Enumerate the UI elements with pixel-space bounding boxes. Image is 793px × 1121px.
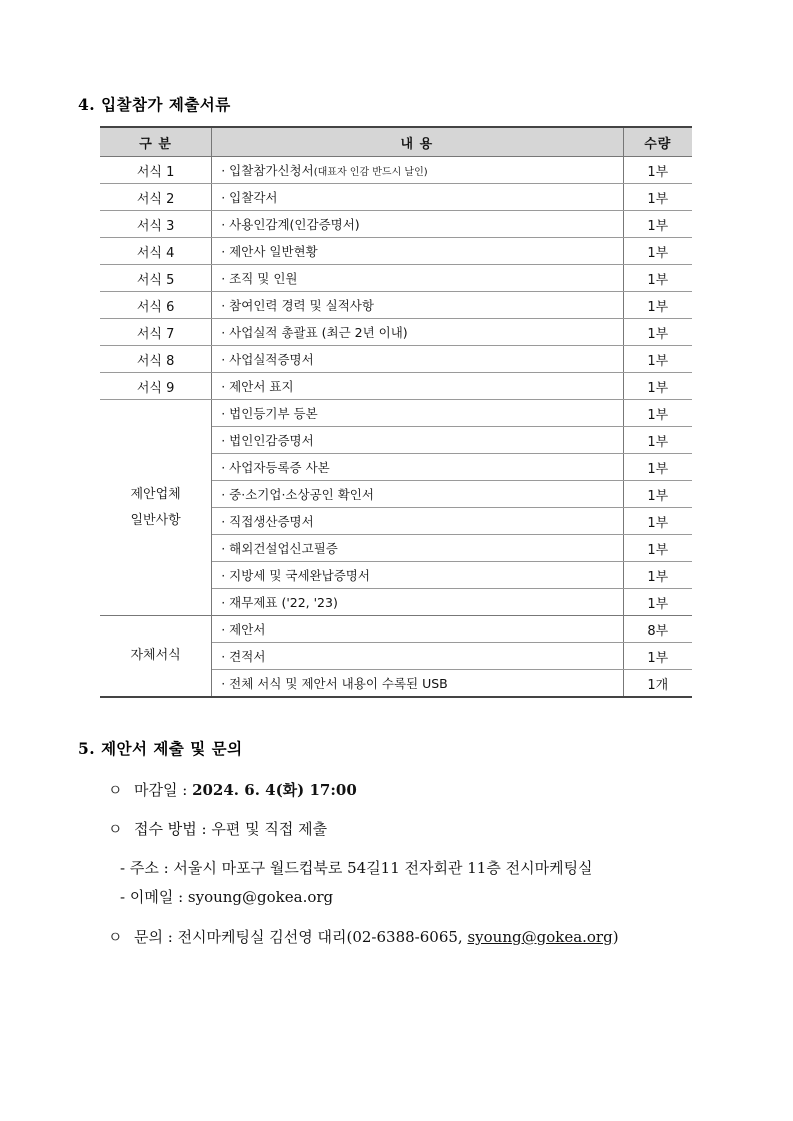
row-quantity: 1부	[623, 346, 692, 373]
row-item: · 중·소기업·소상공인 확인서	[212, 481, 623, 508]
table-row	[100, 400, 692, 427]
bullet-mark: ㅇ	[108, 781, 123, 799]
table-row	[100, 184, 692, 211]
row-quantity: 1부	[623, 535, 692, 562]
email-line: - 이메일 : syoung@gokea.org	[120, 888, 334, 906]
table-row	[100, 616, 692, 643]
table-row	[100, 238, 692, 265]
row-item: · 조직 및 인원	[212, 265, 623, 292]
row-quantity: 1부	[623, 265, 692, 292]
row-item: · 법인등기부 등본	[212, 400, 623, 427]
row-item: · 지방세 및 국세완납증명서	[212, 562, 623, 589]
row-quantity: 1부	[623, 292, 692, 319]
row-category: 서식 3	[100, 211, 212, 238]
group-category-custom: 자체서식	[100, 616, 212, 698]
row-category: 서식 8	[100, 346, 212, 373]
table-row	[100, 157, 692, 184]
row-quantity: 1부	[623, 373, 692, 400]
inquiry-email-link[interactable]: syoung@gokea.org	[467, 928, 613, 946]
address-line: - 주소 : 서울시 마포구 월드컵북로 54길11 전자회관 11층 전시마케팅실	[120, 859, 593, 877]
row-quantity: 1부	[623, 400, 692, 427]
header-content: 내 용	[212, 127, 623, 157]
submission-method: 접수 방법 : 우편 및 직접 제출	[134, 820, 328, 838]
row-category: 서식 1	[100, 157, 212, 184]
row-item-note: (대표자 인감 반드시 날인)	[313, 167, 428, 178]
row-item: · 재무제표 ('22, '23)	[212, 589, 623, 616]
row-quantity: 1부	[623, 238, 692, 265]
row-quantity: 1부	[623, 562, 692, 589]
row-quantity: 1부	[623, 427, 692, 454]
submission-documents-table	[100, 126, 692, 698]
row-category: 서식 5	[100, 265, 212, 292]
deadline-label: 마감일 :	[134, 781, 193, 799]
row-quantity: 1부	[623, 157, 692, 184]
table-row	[100, 373, 692, 400]
table-row	[100, 211, 692, 238]
header-category: 구 분	[100, 127, 212, 157]
table-row	[100, 265, 692, 292]
row-category: 서식 9	[100, 373, 212, 400]
method-line	[108, 818, 327, 839]
table-row	[100, 319, 692, 346]
header-quantity: 수량	[623, 127, 692, 157]
inquiry-line	[108, 926, 619, 947]
row-item: · 제안사 일반현황	[212, 238, 623, 265]
group-category-line1: 제안업체	[130, 486, 181, 502]
row-item: · 직접생산증명서	[212, 508, 623, 535]
row-item: · 사용인감계(인감증명서)	[212, 211, 623, 238]
row-item: · 사업실적증명서	[212, 346, 623, 373]
row-item-text: · 입찰참가신청서	[221, 163, 314, 178]
deadline-value: 2024. 6. 4(화) 17:00	[192, 781, 357, 799]
bullet-mark: ㅇ	[108, 928, 123, 946]
row-category: 서식 7	[100, 319, 212, 346]
inquiry-text: 문의 : 전시마케팅실 김선영 대리(02-6388-6065,	[134, 928, 468, 946]
table-row	[100, 292, 692, 319]
row-quantity: 1부	[623, 184, 692, 211]
group-category-company	[100, 400, 212, 616]
section-5-title: 5. 제안서 제출 및 문의	[78, 739, 243, 758]
deadline-line	[108, 779, 357, 800]
row-item: · 참여인력 경력 및 실적사항	[212, 292, 623, 319]
row-item: · 입찰각서	[212, 184, 623, 211]
row-item: · 전체 서식 및 제안서 내용이 수록된 USB	[212, 670, 623, 698]
table-row	[100, 346, 692, 373]
row-item: · 견적서	[212, 643, 623, 670]
row-item: · 제안서	[212, 616, 623, 643]
section-4-title: 4. 입찰참가 제출서류	[78, 95, 231, 114]
row-quantity: 1부	[623, 211, 692, 238]
row-quantity: 1부	[623, 589, 692, 616]
row-item: · 제안서 표지	[212, 373, 623, 400]
row-item: · 사업실적 총괄표 (최근 2년 이내)	[212, 319, 623, 346]
row-category: 서식 2	[100, 184, 212, 211]
row-item: · 해외건설업신고필증	[212, 535, 623, 562]
row-category: 서식 4	[100, 238, 212, 265]
row-quantity: 1부	[623, 643, 692, 670]
row-quantity: 1부	[623, 481, 692, 508]
row-item: · 법인인감증명서	[212, 427, 623, 454]
row-quantity: 1부	[623, 454, 692, 481]
bullet-mark: ㅇ	[108, 820, 123, 838]
row-quantity: 1부	[623, 319, 692, 346]
row-quantity: 8부	[623, 616, 692, 643]
row-quantity: 1개	[623, 670, 692, 698]
inquiry-suffix: )	[612, 928, 619, 946]
group-category-line2: 일반사항	[130, 512, 181, 528]
table-header-row	[100, 127, 692, 157]
row-category: 서식 6	[100, 292, 212, 319]
row-item	[212, 157, 623, 184]
row-quantity: 1부	[623, 508, 692, 535]
row-item: · 사업자등록증 사본	[212, 454, 623, 481]
